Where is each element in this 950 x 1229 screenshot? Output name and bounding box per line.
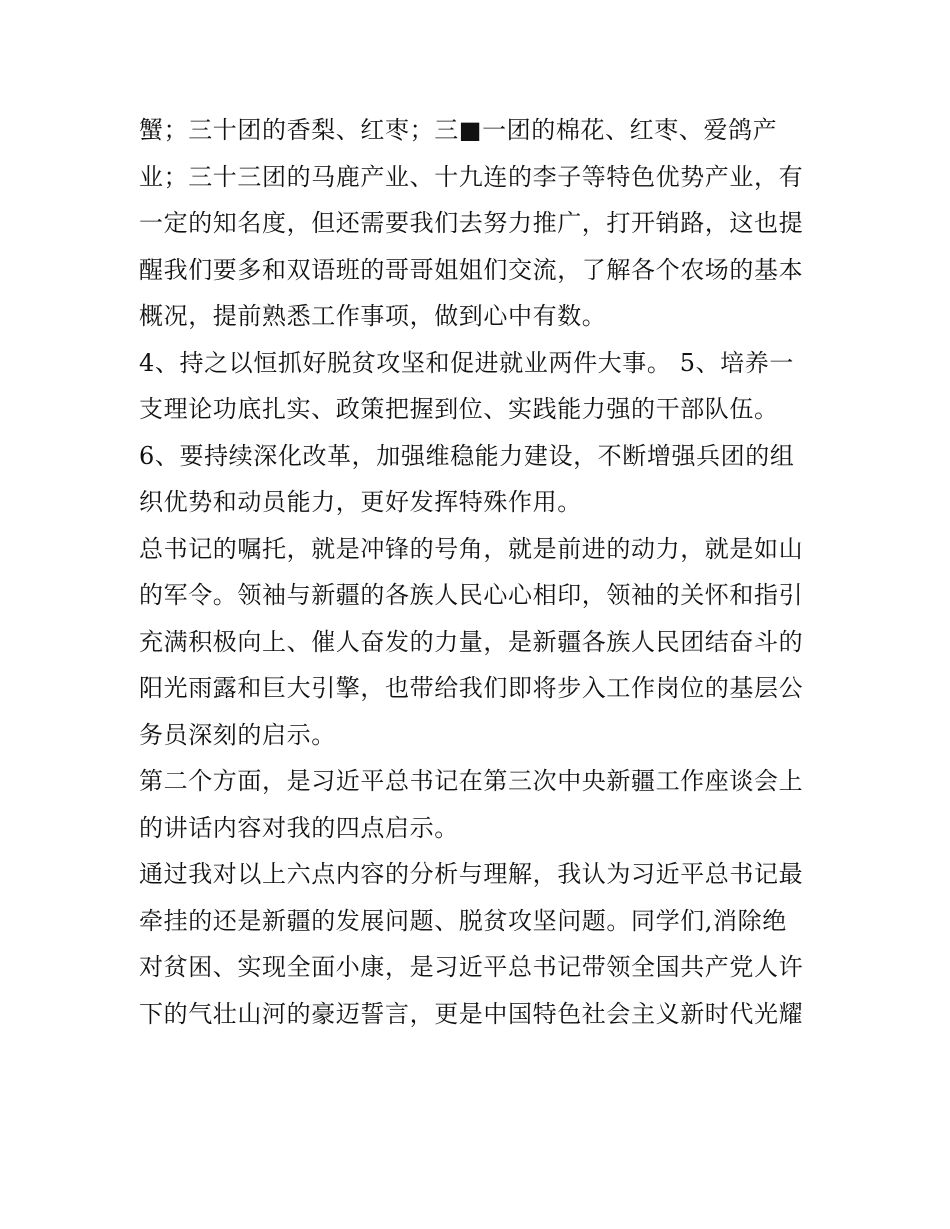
- text-line: 支理论功底扎实、政策把握到位、实践能力强的干部队伍。: [139, 395, 779, 423]
- text-line: 一定的知名度，但还需要我们去努力推广，打开销路，这也提: [139, 209, 804, 237]
- text-line: 醒我们要多和双语班的哥哥姐姐们交流，了解各个农场的基本: [139, 255, 804, 284]
- text-line: 织优势和动员能力，更好发挥特殊作用。: [139, 488, 582, 516]
- text-line: 下的气壮山河的豪迈誓言，更是中国特色社会主义新时代光耀: [139, 999, 804, 1028]
- text-line: 充满积极向上、催人奋发的力量，是新疆各族人民团结奋斗的: [139, 627, 804, 656]
- text-line: 通过我对以上六点内容的分析与理解，我认为习近平总书记最: [139, 860, 804, 888]
- text-line: 业；三十三团的马鹿产业、十九连的李子等特色优势产业，有: [139, 162, 804, 191]
- text-line: 的讲话内容对我的四点启示。: [139, 813, 459, 842]
- text-line: 的军令。领袖与新疆的各族人民心心相印，领袖的关怀和指引: [139, 581, 804, 609]
- text-line: 6、要持续深化改革，加强维稳能力建设，不断增强兵团的组: [139, 441, 795, 470]
- text-line: 阳光雨露和巨大引擎，也带给我们即将步入工作岗位的基层公: [139, 674, 804, 702]
- text-line: 对贫困、实现全面小康，是习近平总书记带领全国共产党人许: [139, 953, 804, 981]
- text-line: 牵挂的还是新疆的发展问题、脱贫攻坚问题。同学们,消除绝: [139, 906, 787, 935]
- document-body: [139, 107, 819, 1037]
- text-line: 概况，提前熟悉工作事项，做到心中有数。: [139, 302, 607, 330]
- text-line: 蟹；三十团的香梨、红枣；三■一团的棉花、红枣、爱鸽产: [139, 116, 778, 144]
- text-line: 4、持之以恒抓好脱贫攻坚和促进就业两件大事。 5、培养一: [139, 348, 794, 377]
- text-line: 务员深刻的启示。: [139, 720, 336, 749]
- text-line: 第二个方面，是习近平总书记在第三次中央新疆工作座谈会上: [139, 767, 804, 795]
- text-line: 总书记的嘱托，就是冲锋的号角，就是前进的动力，就是如山: [139, 534, 804, 563]
